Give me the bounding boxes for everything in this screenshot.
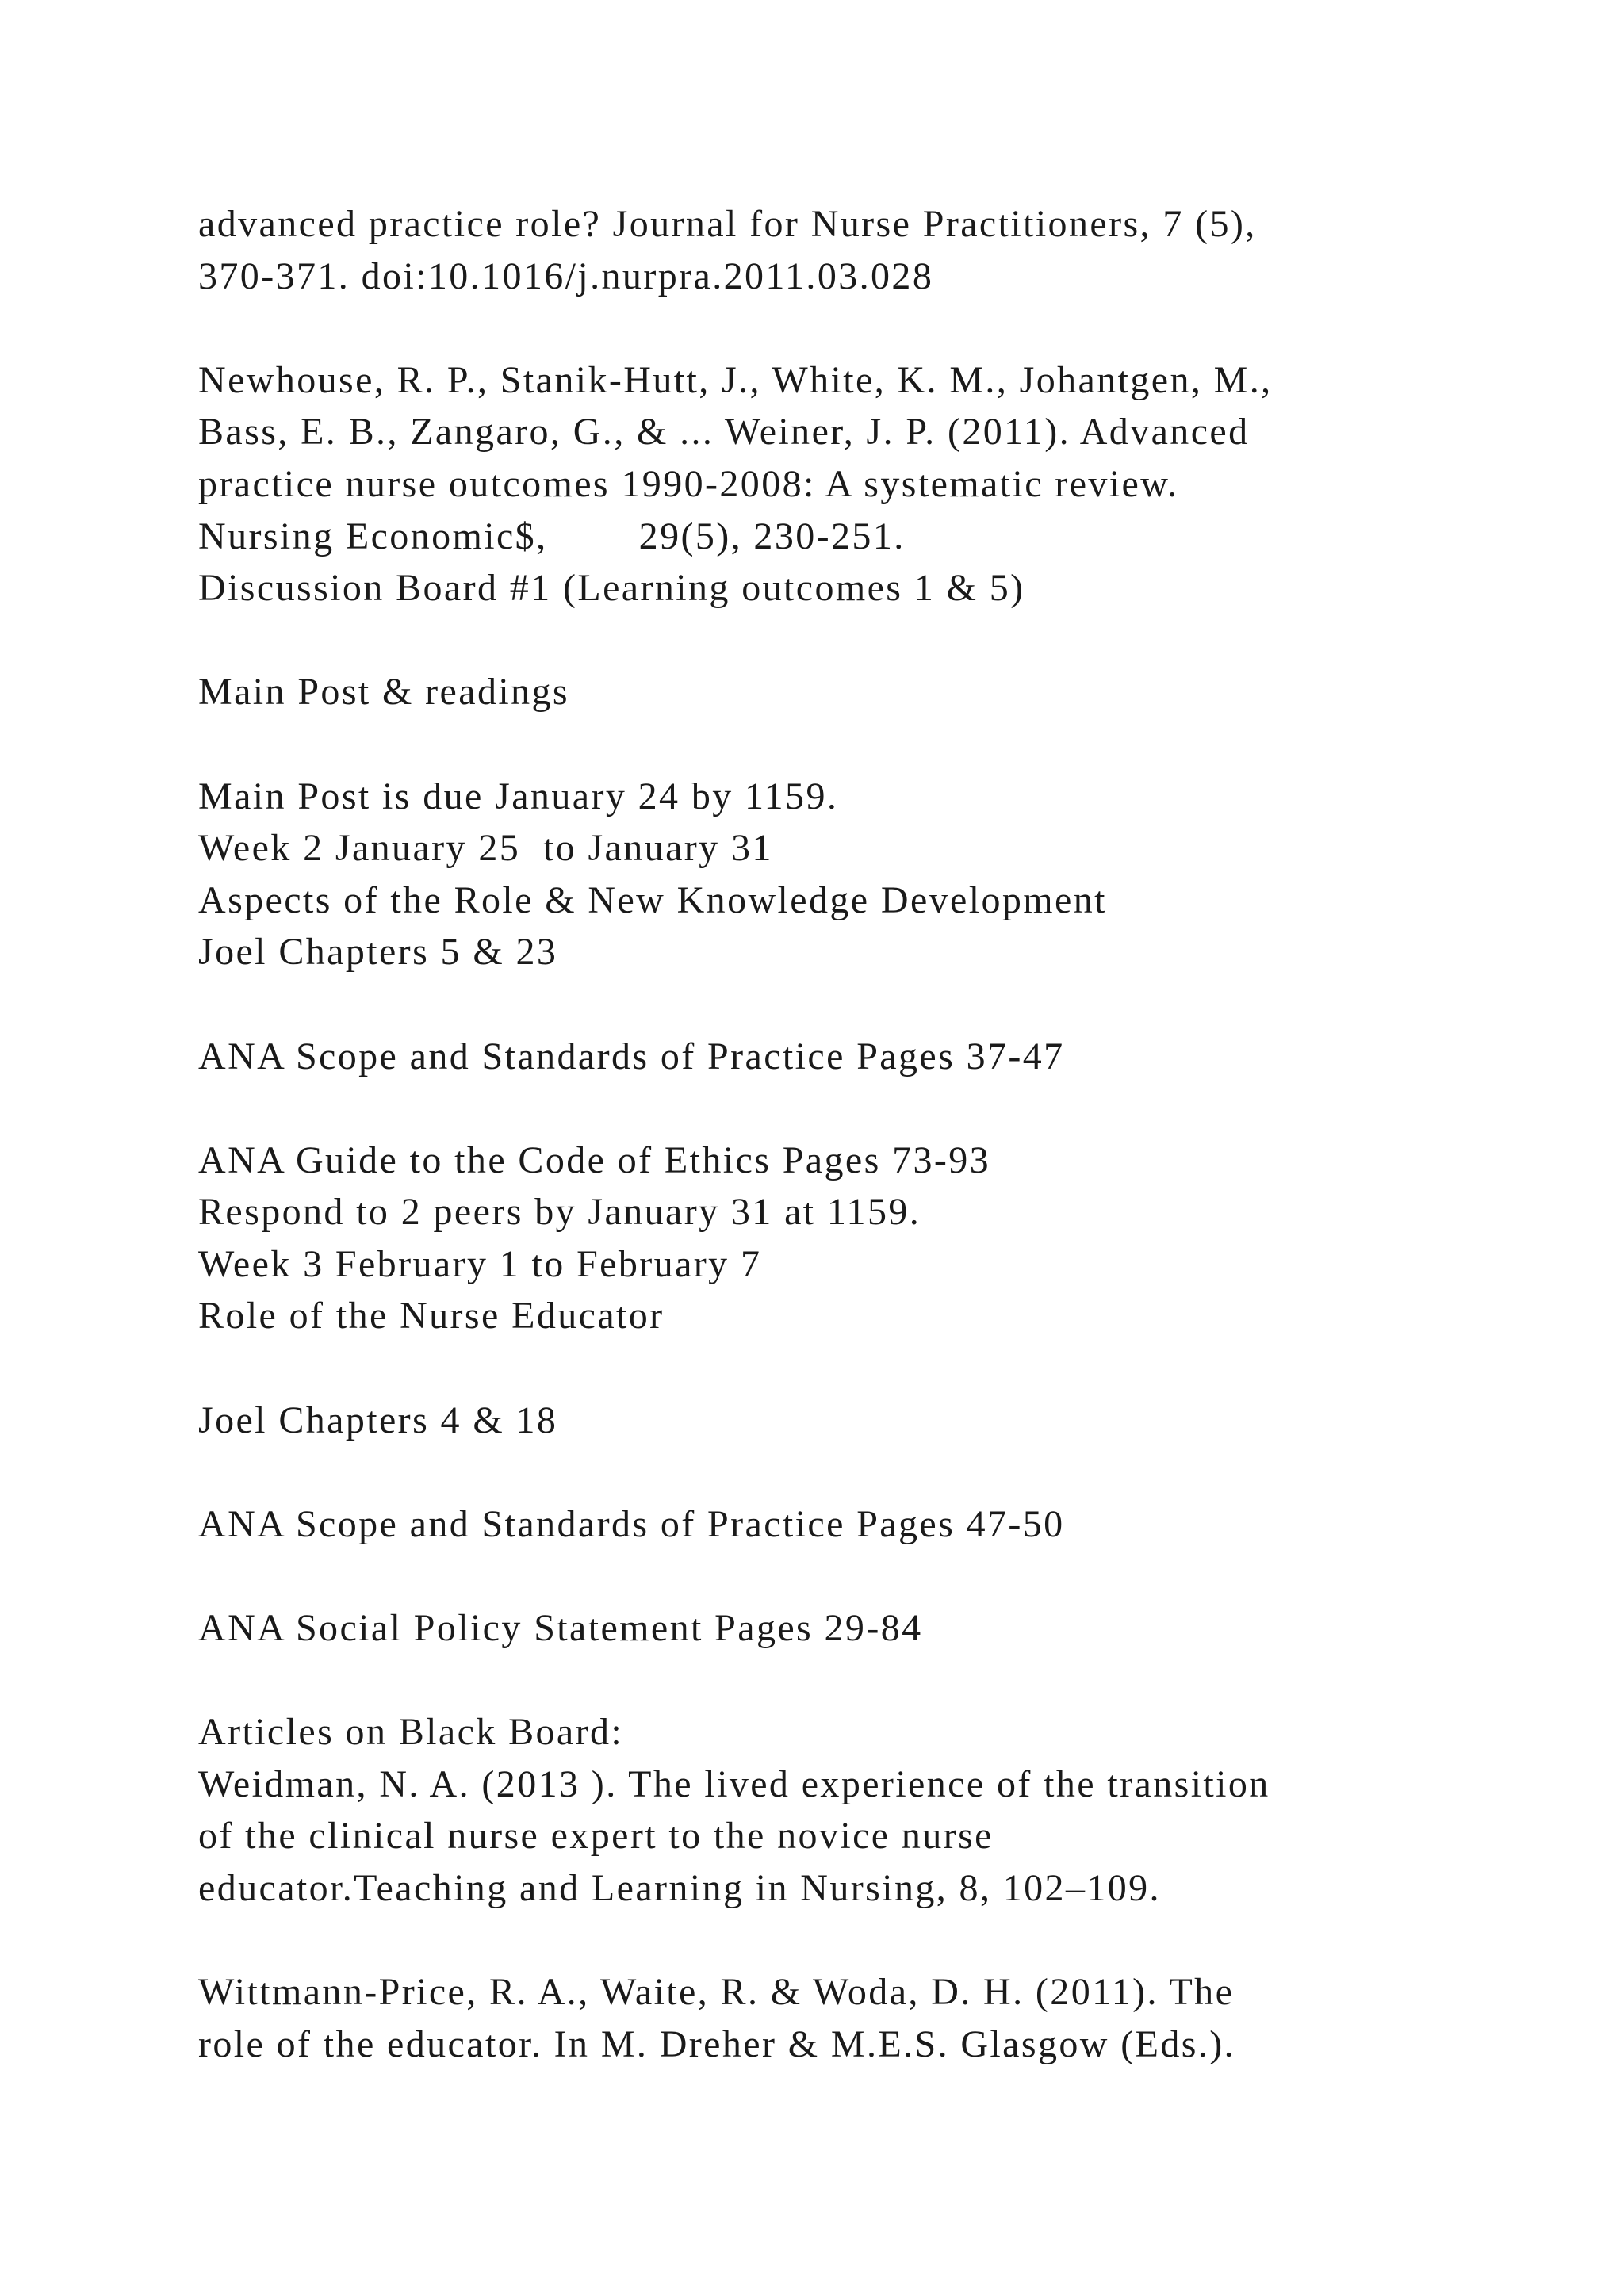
text-line: Main Post & readings xyxy=(198,671,569,714)
text-line: Joel Chapters 4 & 18 xyxy=(198,1399,558,1441)
blank-line xyxy=(198,1655,1499,1707)
document-text xyxy=(198,198,1499,2070)
text-line: advanced practice role? Journal for Nurse Practitioners, 7 (5), xyxy=(198,203,1257,245)
text-line: of the clinical nurse expert to the novice nurse xyxy=(198,1815,994,1858)
blank-line xyxy=(198,1342,1499,1395)
text-line: Articles on Black Board: xyxy=(198,1711,624,1754)
blank-line xyxy=(198,1550,1499,1602)
blank-line xyxy=(198,978,1499,1031)
blank-line xyxy=(198,1446,1499,1498)
blank-line xyxy=(198,302,1499,354)
text-line: Role of the Nurse Educator xyxy=(198,1295,665,1337)
blank-line xyxy=(198,1082,1499,1135)
text-line: Wittmann-Price, R. A., Waite, R. & Woda, D. H. (2011). The xyxy=(198,1971,1235,2014)
blank-line xyxy=(198,1915,1499,1967)
text-line: Week 3 February 1 to February 7 xyxy=(198,1242,762,1285)
text-line: Nursing Economic$, 29(5), 230-251. xyxy=(198,515,906,557)
text-line: Respond to 2 peers by January 31 at 1159. xyxy=(198,1191,921,1234)
text-line: Joel Chapters 5 & 23 xyxy=(198,931,558,974)
text-line: educator.Teaching and Learning in Nursing, 8, 102–109. xyxy=(198,1867,1161,1909)
text-line: role of the educator. In M. Dreher & M.E.S. Glasgow (Eds.). xyxy=(198,2022,1235,2065)
text-line: Bass, E. B., Zangaro, G., & ... Weiner, J. P. (2011). Advanced xyxy=(198,411,1250,453)
text-line: Aspects of the Role & New Knowledge Development xyxy=(198,878,1107,921)
text-line: Main Post is due January 24 by 1159. xyxy=(198,775,839,817)
text-line: ANA Scope and Standards of Practice Pages 47-50 xyxy=(198,1502,1065,1545)
text-line: Weidman, N. A. (2013 ). The lived experience of the transition xyxy=(198,1762,1270,1805)
text-line: practice nurse outcomes 1990-2008: A systematic review. xyxy=(198,462,1179,505)
text-line: Discussion Board #1 (Learning outcomes 1 & 5) xyxy=(198,567,1025,610)
blank-line xyxy=(198,718,1499,771)
text-line: 370-371. doi:10.1016/j.nurpra.2011.03.028 xyxy=(198,254,934,297)
text-line: ANA Guide to the Code of Ethics Pages 73-93 xyxy=(198,1138,991,1181)
text-line: ANA Scope and Standards of Practice Pages 37-47 xyxy=(198,1035,1065,1077)
text-line: Week 2 January 25 to January 31 xyxy=(198,827,773,870)
text-line: Newhouse, R. P., Stanik-Hutt, J., White, K. M., Johantgen, M., xyxy=(198,358,1273,401)
text-line: ANA Social Policy Statement Pages 29-84 xyxy=(198,1607,923,1650)
blank-line xyxy=(198,614,1499,667)
